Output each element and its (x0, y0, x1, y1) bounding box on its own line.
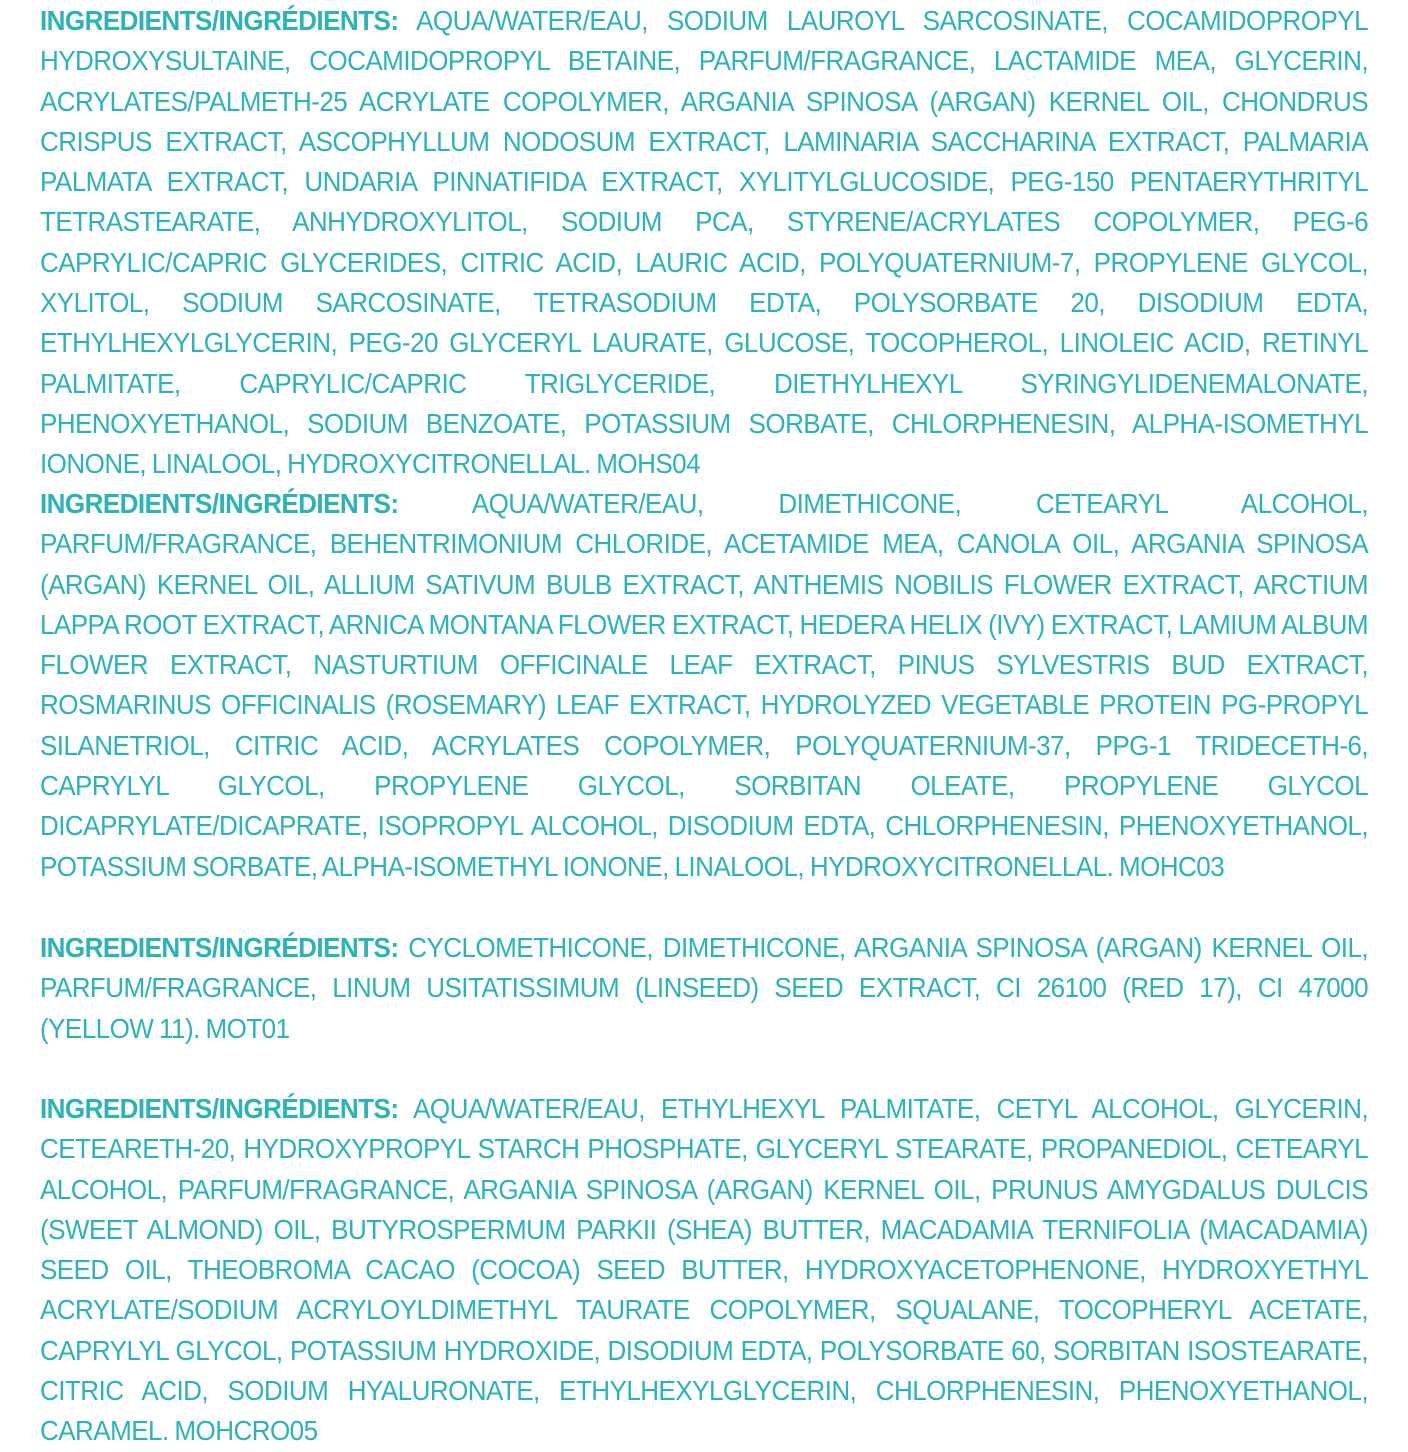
ingredients-label: INGREDIENTS/INGRÉDIENTS: (40, 5, 399, 36)
ingredient-list-treatment (40, 928, 1368, 1049)
ingredients-text: CYCLOMETHICONE, DIMETHICONE, ARGANIA SPINOSA (ARGAN) KERNEL OIL, PARFUM/FRAGRANCE, LINUM USITATISSIMUM (LINSEED) SEED EXTRACT, CI 26100 (RED 17), CI 47000 (YELLOW 11). MOT01 (40, 932, 1369, 1044)
ingredient-list-shampoo (40, 1, 1368, 485)
ingredients-page (40, 0, 1369, 1447)
ingredients-text: AQUA/WATER/EAU, DIMETHICONE, CETEARYL ALCOHOL, PARFUM/FRAGRANCE, BEHENTRIMONIUM CHLORIDE, ACETAMIDE MEA, CANOLA OIL, ARGANIA SPINOSA (ARGAN) KERNEL OIL, ALLIUM SATIVUM BULB EXTRACT, ANTHEMIS NOBILIS FLOWER EXTRACT, ARCTIUM LAPPA ROOT EXTRACT, ARNICA MONTANA FLOWER EXTRACT, HEDERA HELIX (IVY) EXTRACT, LAMIUM ALBUM FLOWER EXTRACT, NASTURTIUM OFFICINALE LEAF EXTRACT, PINUS SYLVESTRIS BUD EXTRACT, ROSMARINUS OFFICINALIS (ROSEMARY) LEAF EXTRACT, HYDROLYZED VEGETABLE PROTEIN PG-PROPYL SILANETRIOL, CITRIC ACID, ACRYLATES COPOLYMER, POLYQUATERNIUM-37, PPG-1 TRIDECETH-6, CAPRYLYL GLYCOL, PROPYLENE GLYCOL, SORBITAN OLEATE, PROPYLENE GLYCOL DICAPRYLATE/DICAPRATE, ISOPROPYL ALCOHOL, DISODIUM EDTA, CHLORPHENESIN, PHENOXYETHANOL, POTASSIUM SORBATE, ALPHA-ISOMETHYL IONONE, LINALOOL, HYDROXYCITRONELLAL. MOHC03 (40, 488, 1369, 882)
ingredients-text: AQUA/WATER/EAU, ETHYLHEXYL PALMITATE, CETYL ALCOHOL, GLYCERIN, CETEARETH-20, HYDROXYPROPYL STARCH PHOSPHATE, GLYCERYL STEARATE, PROPANEDIOL, CETEARYL ALCOHOL, PARFUM/FRAGRANCE, ARGANIA SPINOSA (ARGAN) KERNEL OIL, PRUNUS AMYGDALUS DULCIS (SWEET ALMOND) OIL, BUTYROSPERMUM PARKII (SHEA) BUTTER, MACADAMIA TERNIFOLIA (MACADAMIA) SEED OIL, THEOBROMA CACAO (COCOA) SEED BUTTER, HYDROXYACETOPHENONE, HYDROXYETHYL ACRYLATE/SODIUM ACRYLOYLDIMETHYL TAURATE COPOLYMER, SQUALANE, TOCOPHERYL ACETATE, CAPRYLYL GLYCOL, POTASSIUM HYDROXIDE, DISODIUM EDTA, POLYSORBATE 60, SORBITAN ISOSTEARATE, CITRIC ACID, SODIUM HYALURONATE, ETHYLHEXYLGLYCERIN, CHLORPHENESIN, PHENOXYETHANOL, CARAMEL. MOHCRO05 (40, 1093, 1369, 1447)
ingredients-label: INGREDIENTS/INGRÉDIENTS: (40, 932, 399, 963)
ingredients-text: AQUA/WATER/EAU, SODIUM LAUROYL SARCOSINATE, COCAMIDOPROPYL HYDROXYSULTAINE, COCAMIDOPROPYL BETAINE, PARFUM/FRAGRANCE, LACTAMIDE MEA, GLYCERIN, ACRYLATES/PALMETH-25 ACRYLATE COPOLYMER, ARGANIA SPINOSA (ARGAN) KERNEL OIL, CHONDRUS CRISPUS EXTRACT, ASCOPHYLLUM NODOSUM EXTRACT, LAMINARIA SACCHARINA EXTRACT, PALMARIA PALMATA EXTRACT, UNDARIA PINNATIFIDA EXTRACT, XYLITYLGLUCOSIDE, PEG-150 PENTAERYTHRITYL TETRASTEARATE, ANHYDROXYLITOL, SODIUM PCA, STYRENE/ACRYLATES COPOLYMER, PEG-6 CAPRYLIC/CAPRIC GLYCERIDES, CITRIC ACID, LAURIC ACID, POLYQUATERNIUM-7, PROPYLENE GLYCOL, XYLITOL, SODIUM SARCOSINATE, TETRASODIUM EDTA, POLYSORBATE 20, DISODIUM EDTA, ETHYLHEXYLGLYCERIN, PEG-20 GLYCERYL LAURATE, GLUCOSE, TOCOPHEROL, LINOLEIC ACID, RETINYL PALMITATE, CAPRYLIC/CAPRIC TRIGLYCERIDE, DIETHYLHEXYL SYRINGYLIDENEMALONATE, PHENOXYETHANOL, SODIUM BENZOATE, POTASSIUM SORBATE, CHLORPHENESIN, ALPHA-ISOMETHYL IONONE, LINALOOL, HYDROXYCITRONELLAL. MOHS04 (40, 5, 1369, 480)
ingredient-list-conditioner (40, 484, 1368, 887)
ingredient-list-hand-cream (40, 1089, 1368, 1452)
ingredients-label: INGREDIENTS/INGRÉDIENTS: (40, 1093, 399, 1124)
ingredients-label: INGREDIENTS/INGRÉDIENTS: (40, 488, 399, 519)
